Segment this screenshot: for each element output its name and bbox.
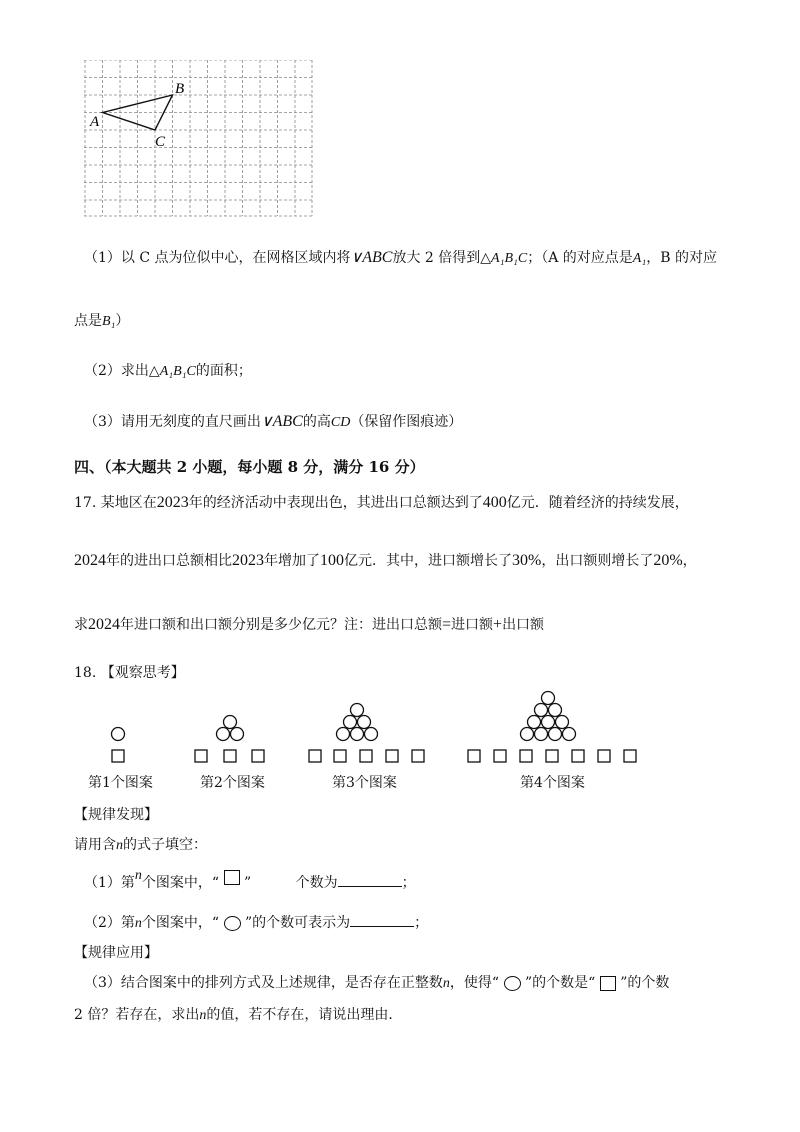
q17-line2: 2024年的进出口总额相比2023年增加了100亿元．其中，进口额增长了30%，出口额则增长了20%， [74, 552, 697, 569]
q17-line1: 17. 某地区在2023年的经济活动中表现出色，其进出口总额达到了400亿元．随着经济的持续发展， [74, 494, 689, 511]
fill-prompt: 请用含n的式子填空： [74, 837, 207, 853]
grid-label-a: A [90, 114, 100, 130]
answer-blank-2[interactable] [350, 926, 414, 927]
grid-figure [84, 60, 314, 218]
square-icon [224, 870, 240, 885]
pattern-caption-4: 第4个图案 [520, 775, 585, 791]
q18-part3-line2: 2 倍？若存在，求出n的值，若不存在，请说出理由． [74, 1007, 403, 1023]
circle-icon [224, 916, 241, 931]
grid-label-b: B [175, 81, 185, 97]
q18-part2: （2）第n个图案中，“ ”的个数可表示为 ； [84, 915, 429, 931]
grid-label-c: C [155, 134, 166, 150]
pattern-caption-3: 第3个图案 [332, 775, 397, 791]
circle-icon [504, 976, 521, 991]
q16-part3: （3）请用无刻度的直尺画出∨ABC的高CD（保留作图痕迹） [84, 413, 463, 430]
pattern-caption-2: 第2个图案 [200, 775, 265, 791]
section-heading: 四、（本大题共 2 小题，每小题 8 分，满分 16 分） [74, 458, 425, 476]
q18-part1: （1）第n个图案中，“ ” 个数为 ； [84, 868, 416, 891]
pattern-caption-1: 第1个图案 [88, 775, 153, 791]
q18-title: 18. 【观察思考】 [74, 665, 185, 681]
q16-part1-line2: 点是B₁） [74, 313, 130, 329]
rule-discover-heading: 【规律发现】 [74, 807, 158, 823]
q16-part1-line1: （1）以 C 点为位似中心，在网格区域内将∨ABC放大 2 倍得到△A₁B₁C；（A 的对应点是A₁，B 的对应 [84, 249, 717, 266]
q17-line3: 求2024年进口额和出口额分别是多少亿元？注：进出口总额=进口额+出口额 [74, 616, 545, 633]
q18-part3-line1: （3）结合图案中的排列方式及上述规律，是否存在正整数n，使得“ ”的个数是“ ”的个数 [84, 975, 670, 991]
q16-part2: （2）求出△A₁B₁C的面积； [84, 363, 252, 379]
square-icon [600, 976, 616, 991]
rule-apply-heading: 【规律应用】 [74, 945, 158, 961]
pattern-figure [90, 682, 650, 766]
answer-blank-1[interactable] [338, 886, 402, 887]
